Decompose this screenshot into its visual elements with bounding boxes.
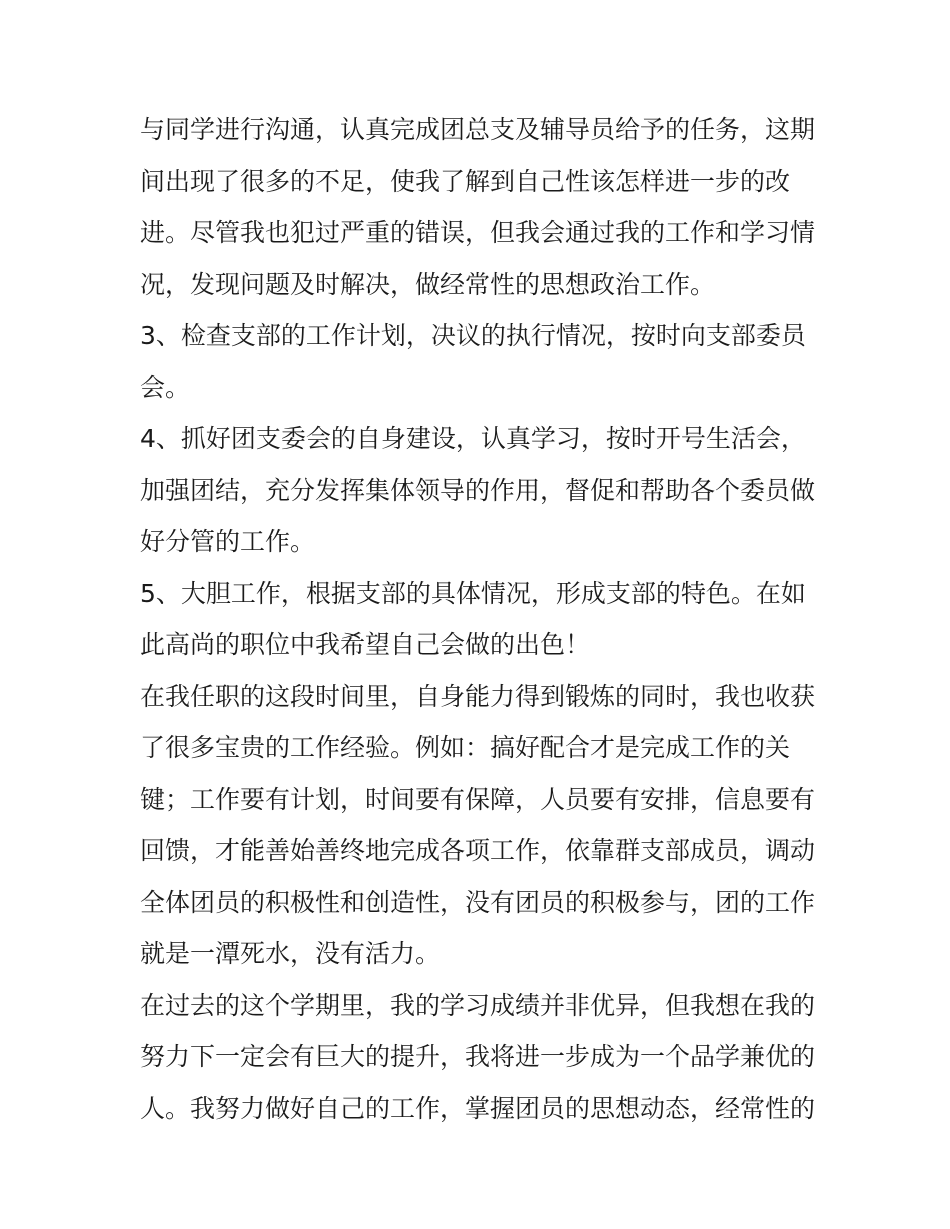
paragraph-experience — [140, 671, 820, 980]
text-line: 了很多宝贵的工作经验。例如：搞好配合才是完成工作的关 — [140, 733, 791, 762]
text-line: 键；工作要有计划，时间要有保障，人员要有安排，信息要有 — [140, 784, 816, 814]
text-line: 努力下一定会有巨大的提升，我将进一步成为一个品学兼优的 — [140, 1042, 816, 1071]
text-line: 加强团结，充分发挥集体领导的作用，督促和帮助各个委员做 — [140, 475, 816, 505]
paragraph-item-3 — [140, 310, 820, 413]
text-line: 人。我努力做好自己的工作，掌握团员的思想动态，经常性的 — [140, 1093, 816, 1123]
document-body — [140, 104, 820, 1134]
text-line: 况，发现问题及时解决，做经常性的思想政治工作。 — [140, 269, 716, 299]
text-line: 此高尚的职位中我希望自己会做的出色！ — [140, 630, 591, 659]
text-line: 与同学进行沟通，认真完成团总支及辅导员给予的任务，这期 — [140, 115, 816, 144]
text-line: 就是一潭死水，没有活力。 — [140, 939, 441, 968]
text-line: 3、检查支部的工作计划，决议的执行情况，按时向支部委员 — [140, 321, 806, 350]
paragraph-communication — [140, 104, 820, 310]
text-line: 会。 — [140, 372, 191, 402]
text-line: 5、大胆工作，根据支部的具体情况，形成支部的特色。在如 — [140, 578, 806, 608]
text-line: 间出现了很多的不足，使我了解到自己性该怎样进一步的改 — [140, 166, 791, 196]
text-line: 回馈，才能善始善终地完成各项工作，依靠群支部成员，调动 — [140, 836, 816, 865]
text-line: 全体团员的积极性和创造性，没有团员的积极参与，团的工作 — [140, 887, 816, 917]
paragraph-item-4 — [140, 413, 820, 568]
paragraph-item-5 — [140, 568, 820, 671]
text-line: 4、抓好团支委会的自身建设，认真学习，按时开号生活会， — [140, 424, 806, 453]
text-line: 进。尽管我也犯过严重的错误，但我会通过我的工作和学习情 — [140, 218, 816, 247]
text-line: 好分管的工作。 — [140, 527, 316, 556]
text-line: 在过去的这个学期里，我的学习成绩并非优异，但我想在我的 — [140, 990, 816, 1020]
paragraph-study — [140, 980, 820, 1135]
text-line: 在我任职的这段时间里，自身能力得到锻炼的同时，我也收获 — [140, 681, 816, 711]
